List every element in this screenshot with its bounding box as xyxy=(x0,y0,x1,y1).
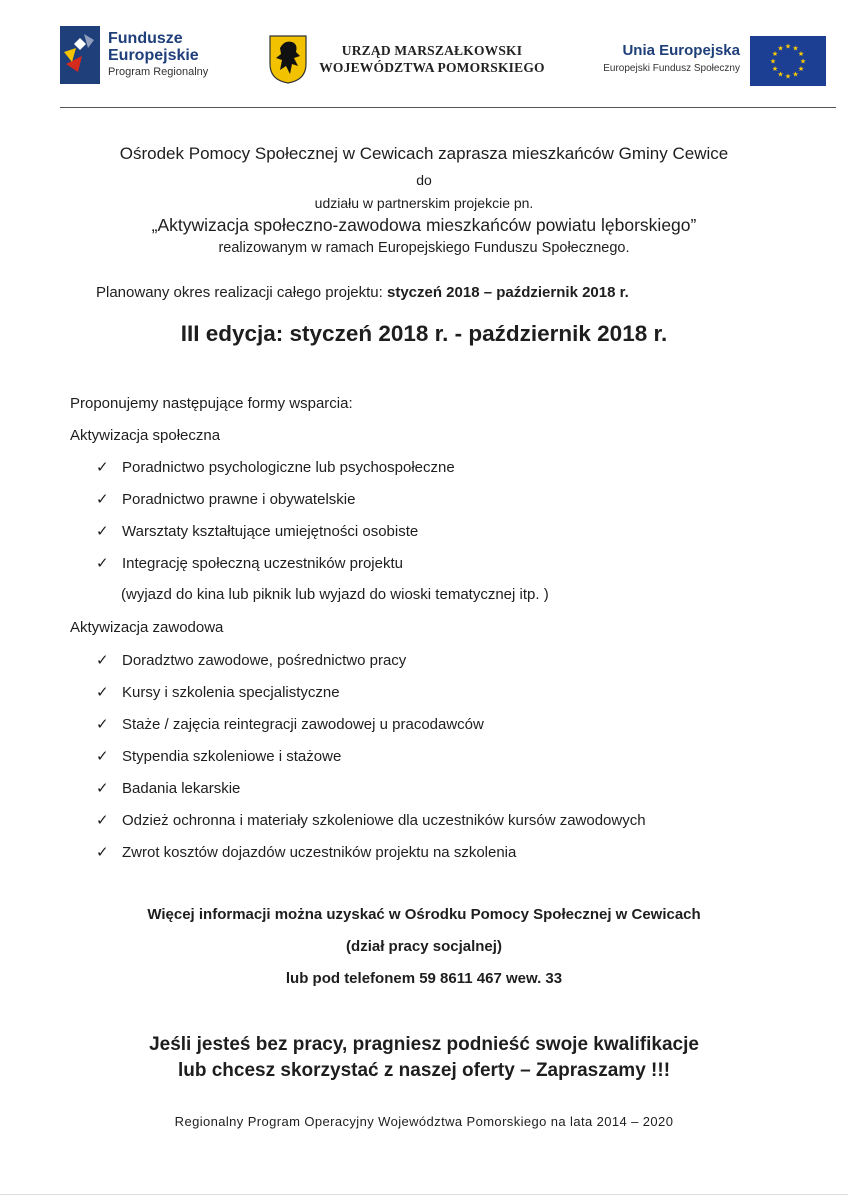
project-name: „Aktywizacja społeczno-zawodowa mieszkańców powiatu lęborskiego” xyxy=(151,215,697,235)
fundusze-europejskie-mark-icon xyxy=(60,26,100,84)
list-item: ✓ Stypendia szkoleniowe i stażowe xyxy=(96,748,342,765)
eu-star-icon: ★ xyxy=(769,57,777,66)
planned-period-value: styczeń 2018 – październik 2018 r. xyxy=(386,284,629,301)
checkmark-icon: ✓ xyxy=(96,491,109,508)
intro-line-1: Ośrodek Pomocy Społecznej w Cewicach zaprasza mieszkańców Gminy Cewice xyxy=(119,144,729,163)
list-item: ✓ Integrację społeczną uczestników projektu xyxy=(96,555,403,572)
eu-star-icon: ★ xyxy=(799,57,807,66)
eu-star-icon: ★ xyxy=(784,42,792,51)
checkmark-icon: ✓ xyxy=(96,684,109,701)
list-item: ✓ Doradztwo zawodowe, pośrednictwo pracy xyxy=(96,652,407,669)
info-line-2: (dział pracy socjalnej) xyxy=(346,938,502,955)
list-item: ✓ Zwrot kosztów dojazdów uczestników projektu na szkolenia xyxy=(96,844,517,861)
urzad-marszalkowski-logo xyxy=(268,34,558,86)
checkmark-icon: ✓ xyxy=(96,844,109,861)
eu-star-icon: ★ xyxy=(771,65,779,73)
list-item: ✓ Kursy i szkolenia specjalistyczne xyxy=(96,684,340,701)
um-logo-line1: URZĄD MARSZAŁKOWSKI xyxy=(341,43,523,58)
eu-star-icon: ★ xyxy=(792,70,799,79)
cta-line-2: lub chcesz skorzystać z naszej oferty – Zapraszamy !!! xyxy=(177,1060,671,1081)
planned-period-label: Planowany okres realizacji całego projektu: xyxy=(96,284,387,301)
checkmark-icon: ✓ xyxy=(96,812,109,829)
fundusze-europejskie-logo xyxy=(60,24,230,88)
ue-logo-title: Unia Europejska xyxy=(622,42,740,59)
social-activation-heading: Aktywizacja społeczna xyxy=(70,427,221,444)
professional-activation-heading: Aktywizacja zawodowa xyxy=(70,619,224,636)
checkmark-icon: ✓ xyxy=(96,652,109,669)
unia-europejska-logo xyxy=(578,36,828,88)
support-intro: Proponujemy następujące formy wsparcia: xyxy=(70,395,353,412)
checkmark-icon: ✓ xyxy=(96,748,109,765)
list-item: ✓ Poradnictwo prawne i obywatelskie xyxy=(96,491,356,508)
contact-phone: lub pod telefonem 59 8611 467 wew. 33 xyxy=(285,970,563,987)
eu-star-icon: ★ xyxy=(797,50,805,58)
griffin-crest-icon xyxy=(268,34,308,84)
checkmark-icon: ✓ xyxy=(96,555,109,572)
eu-star-icon: ★ xyxy=(771,50,779,58)
cta-line-1: Jeśli jesteś bez pracy, pragniesz podnieść swoje kwalifikacje xyxy=(149,1034,699,1055)
um-logo-line2: WOJEWÓDZTWA POMORSKIEGO xyxy=(319,60,545,75)
list-item: ✓ Odzież ochronna i materiały szkoleniowe dla uczestników kursów zawodowych xyxy=(96,812,646,829)
integration-note: (wyjazd do kina lub piknik lub wyjazd do wioski tematycznej itp. ) xyxy=(121,586,549,603)
fe-logo-line2: Europejskie xyxy=(108,47,199,64)
checkmark-icon: ✓ xyxy=(96,716,109,733)
logo-bar xyxy=(0,0,848,108)
ue-logo-sub: Europejski Fundusz Społeczny xyxy=(603,63,740,74)
info-line-1: Więcej informacji można uzyskać w Ośrodku Pomocy Społecznej w Cewicach xyxy=(147,906,701,923)
eu-star-icon: ★ xyxy=(792,44,799,53)
eu-star-icon: ★ xyxy=(777,70,784,79)
list-item: ✓ Poradnictwo psychologiczne lub psychospołeczne xyxy=(96,459,455,476)
fe-logo-line1: Fundusze xyxy=(108,30,183,47)
intro-line-2: do xyxy=(416,172,432,188)
bottom-edge xyxy=(0,1194,848,1195)
eu-star-icon: ★ xyxy=(797,65,805,73)
checkmark-icon: ✓ xyxy=(96,780,109,797)
eu-flag-icon xyxy=(750,36,826,86)
planned-period xyxy=(96,284,629,301)
eu-star-icon: ★ xyxy=(777,44,784,53)
footer-program: Regionalny Program Operacyjny Województwa Pomorskiego na lata 2014 – 2020 xyxy=(174,1114,674,1129)
intro-line-3: udziału w partnerskim projekcie pn. xyxy=(314,195,534,211)
eu-star-icon: ★ xyxy=(784,72,792,81)
list-item: ✓ Staże / zajęcia reintegracji zawodowej u pracodawców xyxy=(96,716,484,733)
fe-logo-sub: Program Regionalny xyxy=(108,66,209,78)
checkmark-icon: ✓ xyxy=(96,523,109,540)
edition-heading: III edycja: styczeń 2018 r. - październik 2018 r. xyxy=(180,321,668,346)
intro-line-5: realizowanym w ramach Europejskiego Funduszu Społecznego. xyxy=(218,240,630,256)
checkmark-icon: ✓ xyxy=(96,459,109,476)
list-item: ✓ Warsztaty kształtujące umiejętności osobiste xyxy=(96,523,419,540)
list-item: ✓ Badania lekarskie xyxy=(96,780,241,797)
header-divider xyxy=(60,107,836,108)
